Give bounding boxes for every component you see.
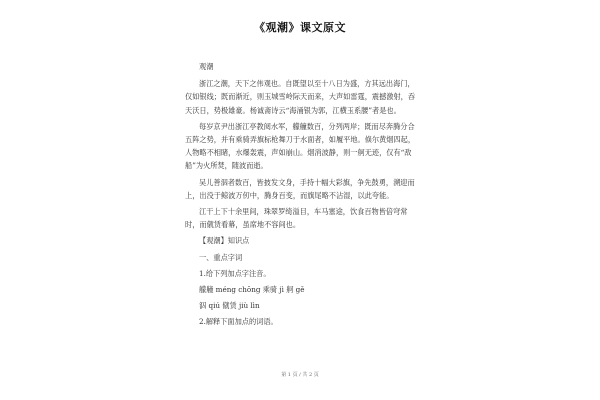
exercise-1: 1.给下列加点字注音。 [199,268,271,278]
paragraph-4: 江干上下十余里间，珠翠罗绮溢目，车马塞途，饮食百物皆倍穹常时，而僦赁看幕，虽席地不容间也。 [185,207,408,230]
exercise-2: 2.解释下面加点的词语。 [199,317,278,327]
page-number: 第 1 页 / 共 2 页 [281,372,319,378]
essay-heading: 观潮 [199,62,214,71]
document-body [185,60,420,329]
pronunciation-line-1: 艨艟 méng chōng 乘骑 jì 舸 gě [199,285,305,295]
paragraph-1: 浙江之潮，天下之伟观也。自既望以至十八日为盛，方其远出海门，仅如银线；既而渐近，则玉城雪岭际天而来，大声如雷霆，震撼激射，吞天沃日，势极雄豪。杨诚斋诗云“海涌银为郭，江横玉系腰”者是也。 [185,79,416,115]
page-title: 《观潮》课文原文 [254,21,346,34]
pronunciation-line-2: 泅 qiú 僦赁 jiù lìn [199,301,260,311]
paragraph-3: 吴儿善泅者数百，皆披发文身，手持十幅大彩旗，争先鼓勇，溯迎而上，出没于鲸波万仞中，腾身百变，而旗尾略不沾湿，以此夸能。 [185,177,415,200]
knowledge-header: 【观潮】知识点 [199,236,250,246]
paragraph-2: 每岁京尹出浙江亭教阅水军，艨艟数百，分列两岸；既而尽奔腾分合五阵之势，并有乘骑弄旗标枪舞刀于水面者，如履平地。倏尔黄烟四起，人物略不相睹，水爆轰震，声如崩山。烟消波静，则一舸无迹，仅有“敌船”为火所焚，随波而逝。 [185,121,416,171]
section-heading: 一、重点字词 [199,252,243,262]
